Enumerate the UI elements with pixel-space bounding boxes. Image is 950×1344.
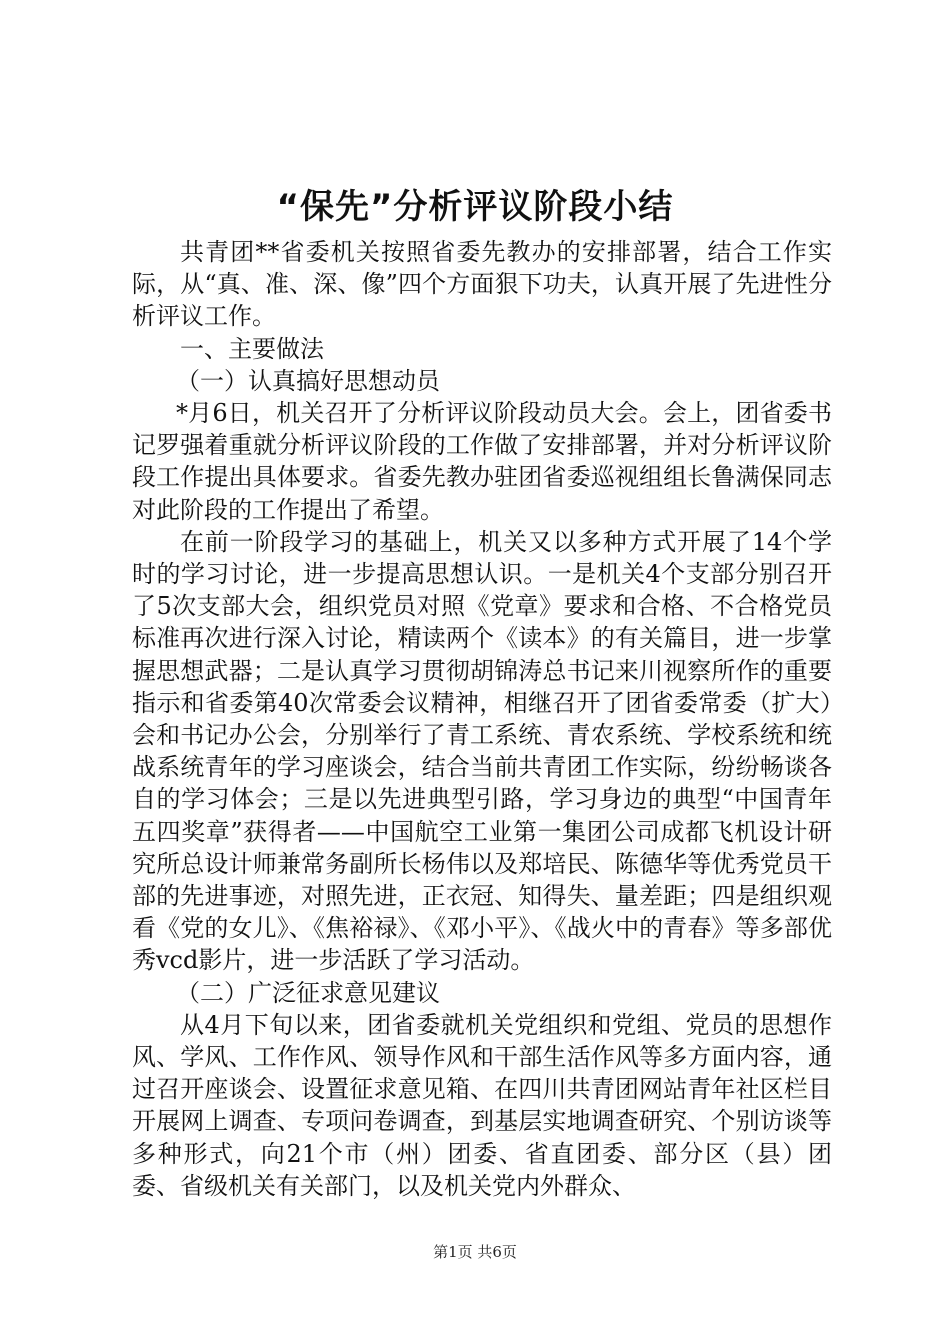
intro-paragraph: 共青团**省委机关按照省委先教办的安排部署，结合工作实际，从“真、准、深、像”四个方面狠下功夫，认真开展了先进性分析评议工作。 (132, 238, 832, 331)
body-paragraph: 从4月下旬以来，团省委就机关党组织和党组、党员的思想作风、学风、工作作风、领导作风和干部生活作风等多方面内容，通过召开座谈会、设置征求意见箱、在四川共青团网站青年社区栏目开展网上调查、专项问卷调查，到基层实地调查研究、个别访谈等多种形式，向21个市（州）团委、省直团委、部分区（县）团委、省级机关有关部门，以及机关党内外群众、 (132, 1010, 832, 1200)
document-title: “保先”分析评议阶段小结 (276, 187, 674, 227)
document-body (132, 236, 832, 1202)
section-heading: 一、主要做法 (180, 334, 324, 363)
body-paragraph: *月6日，机关召开了分析评议阶段动员大会。会上，团省委书记罗强着重就分析评议阶段的工作做了安排部署，并对分析评议阶段工作提出具体要求。省委先教办驻团省委巡视组组长鲁满保同志对此阶段的工作提出了希望。 (132, 399, 832, 524)
subsection-heading: （二）广泛征求意见建议 (176, 978, 440, 1007)
body-paragraph: 在前一阶段学习的基础上，机关又以多种方式开展了14个学时的学习讨论，进一步提高思想认识。一是机关4个支部分别召开了5次支部大会，组织党员对照《党章》要求和合格、不合格党员标准再次进行深入讨论，精读两个《读本》的有关篇目，进一步掌握思想武器；二是认真学习贯彻胡锦涛总书记来川视察所作的重要指示和省委第40次常委会议精神，相继召开了团省委常委（扩大）会和书记办公会，分别举行了青工系统、青农系统、学校系统和统战系统青年的学习座谈会，结合当前共青团工作实际，纷纷畅谈各自的学习体会；三是以先进典型引路，学习身边的典型“中国青年五四奖章”获得者——中国航空工业第一集团公司成都飞机设计研究所总设计师兼常务副所长杨伟以及郑培民、陈德华等优秀党员干部的先进事迹，对照先进，正衣冠、知得失、量差距；四是组织观看《党的女儿》、《焦裕禄》、《邓小平》、《战火中的青春》等多部优秀vcd影片，进一步活跃了学习活动。 (132, 527, 832, 975)
page-footer: 第1页 共6页 (433, 1243, 517, 1261)
subsection-heading: （一）认真搞好思想动员 (176, 366, 440, 395)
